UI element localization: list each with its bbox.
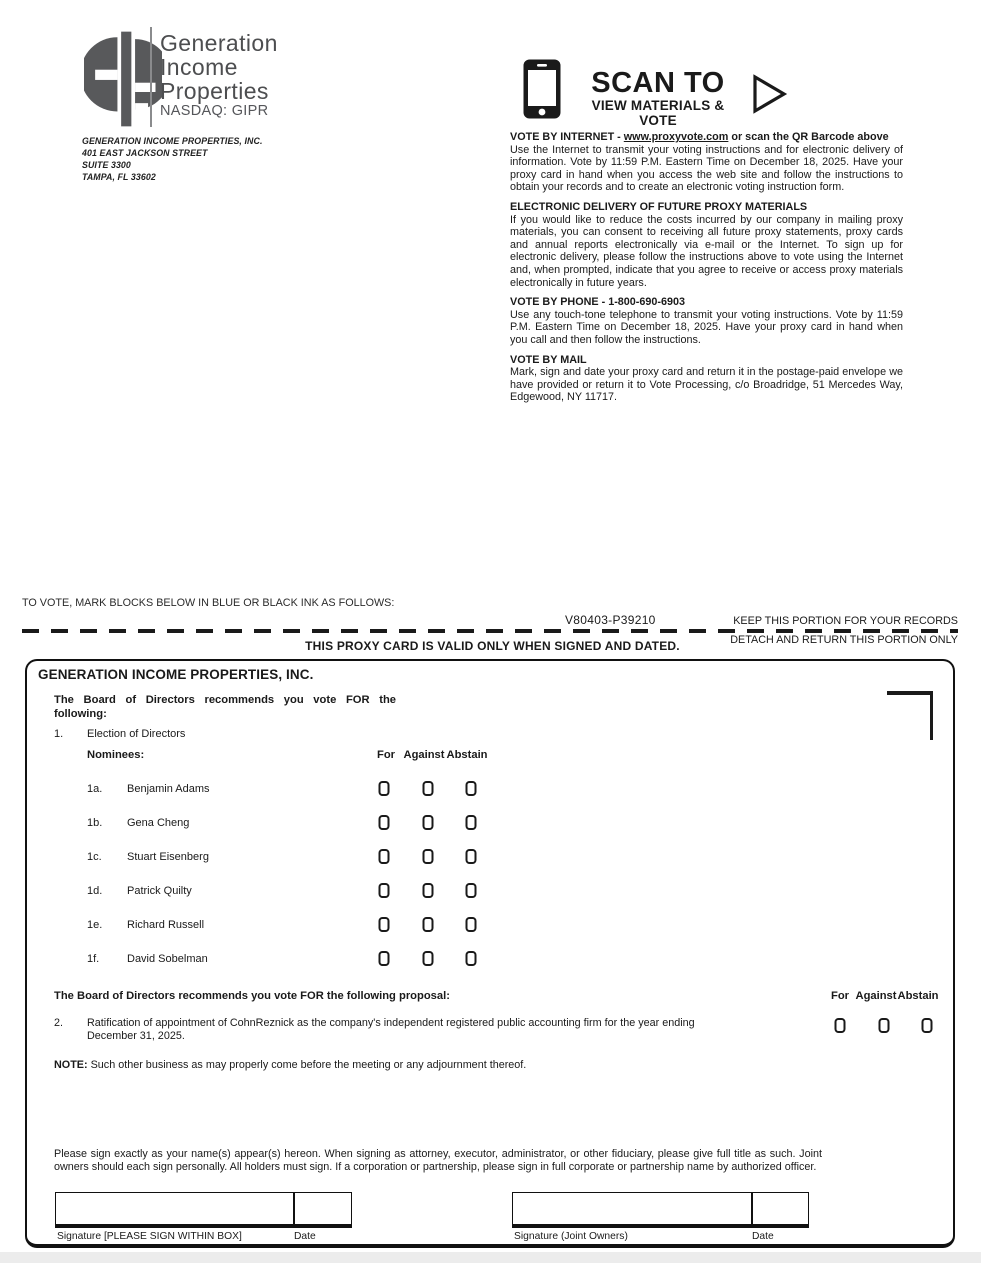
column-header-for: For bbox=[376, 749, 396, 761]
nominee-number: 1f. bbox=[87, 953, 100, 965]
arrow-right-icon bbox=[752, 74, 788, 114]
signature-joint-box[interactable] bbox=[512, 1192, 809, 1228]
registration-corner-mark bbox=[930, 691, 934, 740]
keep-portion-label: KEEP THIS PORTION FOR YOUR RECORDS bbox=[733, 615, 958, 627]
company-name-line3: Properties bbox=[160, 78, 269, 104]
valid-notice: THIS PROXY CARD IS VALID ONLY WHEN SIGNED AND DATED. bbox=[305, 639, 680, 653]
signature-joint-label: Signature (Joint Owners) bbox=[514, 1231, 628, 1242]
vote-by-mail-heading: VOTE BY MAIL bbox=[510, 353, 587, 366]
checkbox-abstain[interactable] bbox=[922, 1018, 933, 1033]
company-name-line1: Generation bbox=[160, 30, 278, 56]
item-2-number: 2. bbox=[54, 1017, 64, 1029]
proxyvote-link[interactable]: www.proxyvote.com bbox=[623, 131, 729, 143]
note-line bbox=[54, 1059, 526, 1071]
vote-methods bbox=[510, 131, 903, 411]
vote-by-phone-body: Use any touch-tone telephone to transmit your voting instructions. Vote by 11:59 P.M. Eastern Time on December 18, 2025. Have your proxy card in hand when you call and then follow the instructions. bbox=[510, 308, 903, 346]
note-text: Such other business as may properly come before the meeting or any adjournment thereof. bbox=[87, 1059, 527, 1071]
ticker-label: NASDAQ: GIPR bbox=[160, 103, 269, 119]
signature-primary-box[interactable] bbox=[55, 1192, 352, 1228]
address-line: 401 EAST JACKSON STREET bbox=[82, 148, 208, 158]
column-header-against: Against bbox=[855, 990, 897, 1002]
checkbox-for[interactable] bbox=[379, 849, 390, 864]
detach-portion-label: DETACH AND RETURN THIS PORTION ONLY bbox=[730, 634, 958, 646]
checkbox-abstain[interactable] bbox=[466, 781, 477, 796]
address-line: TAMPA, FL 33602 bbox=[82, 172, 156, 182]
nominee-name: Benjamin Adams bbox=[127, 783, 210, 795]
checkbox-for[interactable] bbox=[379, 815, 390, 830]
board-recommendation-2: The Board of Directors recommends you vote FOR the following proposal: bbox=[54, 990, 450, 1002]
checkbox-against[interactable] bbox=[423, 883, 434, 898]
date-label: Date bbox=[752, 1231, 774, 1242]
checkbox-abstain[interactable] bbox=[466, 815, 477, 830]
item-2-text: Ratification of appointment of CohnReznick as the company's independent registered public accounting firm for the year ending December 31, 2025. bbox=[87, 1017, 695, 1042]
nominee-name: Stuart Eisenberg bbox=[127, 851, 209, 863]
checkbox-against[interactable] bbox=[423, 781, 434, 796]
vote-by-mail-body: Mark, sign and date your proxy card and return it in the postage-paid envelope we have provided or return it to Vote Processing, c/o Broadridge, 51 Mercedes Way, Edgewood, NY 11717. bbox=[510, 366, 903, 404]
registration-corner-mark bbox=[887, 691, 933, 695]
signature-date-divider bbox=[751, 1193, 753, 1224]
vote-by-internet-heading bbox=[510, 131, 903, 144]
nominee-row bbox=[27, 774, 957, 808]
nominees-label: Nominees: bbox=[87, 749, 145, 761]
item-1-label: Election of Directors bbox=[87, 728, 186, 740]
checkbox-for[interactable] bbox=[379, 917, 390, 932]
control-number: V80403-P39210 bbox=[565, 613, 656, 627]
nominee-number: 1b. bbox=[87, 817, 103, 829]
vote-by-internet-section bbox=[510, 131, 903, 194]
nominee-row bbox=[27, 876, 957, 910]
checkbox-for[interactable] bbox=[379, 951, 390, 966]
board-recommendation-1: The Board of Directors recommends you vote FOR the following: bbox=[54, 694, 396, 720]
column-header-against: Against bbox=[403, 749, 445, 761]
scan-to-title: SCAN TO bbox=[591, 67, 725, 99]
column-header-abstain: Abstain bbox=[897, 990, 939, 1002]
checkbox-abstain[interactable] bbox=[466, 951, 477, 966]
nominee-name: Patrick Quilty bbox=[127, 885, 192, 897]
nominee-row bbox=[27, 808, 957, 842]
nominee-list bbox=[27, 774, 957, 978]
company-name-line2: Income bbox=[160, 54, 238, 80]
checkbox-for[interactable] bbox=[379, 883, 390, 898]
logo-divider bbox=[150, 27, 152, 127]
scan-to-block bbox=[572, 68, 744, 128]
checkbox-for[interactable] bbox=[379, 781, 390, 796]
signature-date-divider bbox=[293, 1193, 295, 1224]
vote-by-phone-section bbox=[510, 296, 903, 346]
heading-text: VOTE BY INTERNET - bbox=[510, 131, 624, 143]
nominee-row bbox=[27, 910, 957, 944]
company-name bbox=[160, 31, 278, 103]
nominee-number: 1d. bbox=[87, 885, 103, 897]
nominee-name: David Sobelman bbox=[127, 953, 208, 965]
checkbox-for[interactable] bbox=[835, 1018, 846, 1033]
vote-by-phone-heading: VOTE BY PHONE - 1-800-690-6903 bbox=[510, 296, 686, 309]
detach-dashed-line bbox=[22, 629, 958, 633]
checkbox-against[interactable] bbox=[879, 1018, 890, 1033]
address-line: GENERATION INCOME PROPERTIES, INC. bbox=[82, 136, 263, 146]
signature-primary-label: Signature [PLEASE SIGN WITHIN BOX] bbox=[57, 1231, 242, 1242]
column-header-abstain: Abstain bbox=[446, 749, 488, 761]
note-label: NOTE: bbox=[54, 1059, 88, 1071]
heading-text: or scan the QR Barcode above bbox=[728, 131, 889, 143]
checkbox-against[interactable] bbox=[423, 917, 434, 932]
smartphone-icon bbox=[522, 58, 562, 120]
checkbox-against[interactable] bbox=[423, 815, 434, 830]
checkbox-against[interactable] bbox=[423, 849, 434, 864]
nominee-row bbox=[27, 842, 957, 876]
electronic-delivery-section bbox=[510, 201, 903, 289]
page-bottom-edge bbox=[0, 1252, 981, 1263]
column-header-for: For bbox=[830, 990, 850, 1002]
electronic-delivery-body: If you would like to reduce the costs incurred by our company in mailing proxy materials, you can consent to receiving all future proxy statements, proxy cards and annual reports electronically via e-mail or the Internet. To sign up for electronic delivery, please follow the instructions above to vote using the Internet and, when prompted, indicate that you agree to receive or access proxy materials electronically in future years. bbox=[510, 213, 903, 289]
checkbox-abstain[interactable] bbox=[466, 917, 477, 932]
address-line: SUITE 3300 bbox=[82, 160, 131, 170]
checkbox-abstain[interactable] bbox=[466, 849, 477, 864]
checkbox-abstain[interactable] bbox=[466, 883, 477, 898]
vote-by-mail-section bbox=[510, 354, 903, 404]
mark-blocks-instruction: TO VOTE, MARK BLOCKS BELOW IN BLUE OR BLACK INK AS FOLLOWS: bbox=[22, 597, 395, 609]
nominee-name: Gena Cheng bbox=[127, 817, 190, 829]
date-label: Date bbox=[294, 1231, 316, 1242]
item-1-number: 1. bbox=[54, 728, 64, 740]
electronic-delivery-heading: ELECTRONIC DELIVERY OF FUTURE PROXY MATERIALS bbox=[510, 200, 808, 213]
nominee-row bbox=[27, 944, 957, 978]
card-company-title: GENERATION INCOME PROPERTIES, INC. bbox=[38, 667, 314, 682]
vote-by-internet-body: Use the Internet to transmit your voting instructions and for electronic delivery of information. Vote by 11:59 P.M. Eastern Time on December 18, 2025. Have your proxy card in hand when you access the web site and follow the instructions to obtain your records and to create an electronic voting instruction form. bbox=[510, 143, 903, 194]
signature-legal-text: Please sign exactly as your name(s) appear(s) hereon. When signing as attorney, executor, administrator, or other fiduciary, please give full title as such. Joint owners should each sign personally. All holders must sign. If a corporation or partnership, please sign in full corporate or partnership name by authorized officer. bbox=[54, 1148, 822, 1173]
company-address bbox=[82, 135, 263, 183]
checkbox-against[interactable] bbox=[423, 951, 434, 966]
proxy-card bbox=[25, 659, 955, 1248]
nominee-name: Richard Russell bbox=[127, 919, 205, 931]
scan-to-subtitle: VIEW MATERIALS & VOTE bbox=[591, 98, 725, 128]
nominee-number: 1e. bbox=[87, 919, 103, 931]
nominee-number: 1a. bbox=[87, 783, 103, 795]
nominee-number: 1c. bbox=[87, 851, 102, 863]
